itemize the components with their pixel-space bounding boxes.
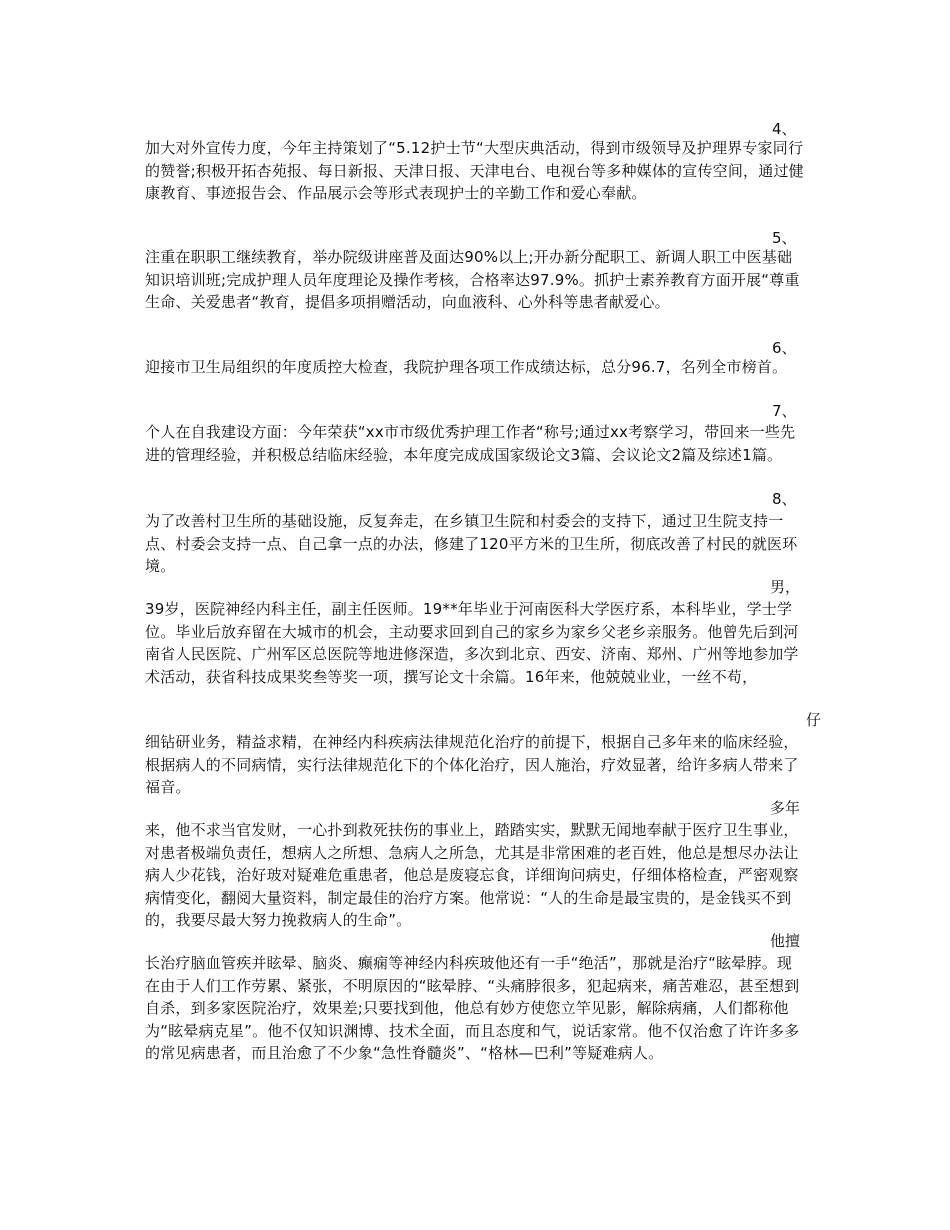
paragraph-publicity: 加大对外宣传力度，今年主持策划了“5.12护士节“大型庆典活动，得到市级领导及护理界专家同行的赞誉;积极开拓杏苑报、每日新报、天津日报、天津电台、电视台等多种媒体的宣传空间，通过健康教育、事迹报告会、作品展示会等形式表现护士的辛勤工作和爱心奉献。 [145,139,804,203]
section-marker-8: 8、 [772,490,797,508]
paragraph-dedication: 来，他不求当官发财，一心扑到救死扶伤的事业上，踏踏实实，默默无闻地奉献于医疗卫生事业，对患者极端负责任，想病人之所想、急病人之所急，尤其是非常困难的老百姓，他总是想尽办法让病人少花钱，治好玻对疑难危重患者，他总是废寝忘食，详细询问病史，仔细体格检查，严密观察病情变化，翻阅大量资料，制定最佳的治疗方案。他常说：“人的生命是最宝贵的，是金钱买不到的，我要尽最大努力挽救病人的生命”。 [145,821,799,930]
section-marker-4: 4、 [772,120,797,138]
section-marker-zi: 仔 [806,711,822,729]
section-marker-7: 7、 [772,402,797,420]
paragraph-research-work: 细钻研业务，精益求精，在神经内科疾病法律规范化治疗的前提下，根据自己多年来的临床经验，根据病人的不同病情，实行法律规范化下的个体化治疗，因人施治，疗效显著，给许多病人带来了福音。 [145,733,799,797]
paragraph-clinic-construction: 为了改善村卫生所的基础设施，反复奔走，在乡镇卫生院和村委会的支持下，通过卫生院支持一点、村委会支持一点、自己拿一点的办法，修建了120平方米的卫生所，彻底改善了村民的就医环境。 [145,512,798,576]
paragraph-self-development: 个人在自我建设方面：今年荣获“xx市市级优秀护理工作者“称号;通过xx考察学习，带回来一些先进的管理经验，并积极总结临床经验，本年度完成成国家级论文3篇、会议论文2篇及综述1篇。 [145,423,796,464]
paragraph-quality-inspection: 迎接市卫生局组织的年度质控大检查，我院护理各项工作成绩达标，总分96.7，名列全市榜首。 [145,358,788,376]
paragraph-specialty: 长治疗脑血管疾并眩晕、脑炎、癫痫等神经内科疾玻他还有一手“绝活”，那就是治疗“眩晕脖。现在由于人们工作劳累、紧张，不明原因的“眩晕脖、“头痛脖很多，犯起病来，痛苦难忍，甚至想到自杀，到多家医院治疗，效果差;只要找到他，他总有妙方使您立竿见影，解除病痛，人们都称他为“眩晕病克星”。他不仅知识渊博、技术全面，而且态度和气，说话家常。他不仅治愈了许许多多的常见病患者，而且治愈了不少象“急性脊髓炎”、“格林—巴利”等疑难病人。 [145,954,800,1063]
section-marker-male: 男， [770,578,801,596]
section-marker-tashan: 他擅 [770,932,801,950]
paragraph-continuing-education: 注重在职职工继续教育，举办院级讲座普及面达90%以上;开办新分配职工、新调人职工中医基础知识培训班;完成护理人员年度理论及操作考核，合格率达97.9%。抓护士素养教育方面开展“尊重生命、关爱患者“教育，提倡多项捐赠活动，向血液科、心外科等患者献爱心。 [145,248,800,312]
section-marker-6: 6、 [772,339,797,357]
section-marker-5: 5、 [772,229,797,247]
section-marker-duonian: 多年 [770,799,801,817]
paragraph-doctor-profile: 39岁，医院神经内科主任，副主任医师。19**年毕业于河南医科大学医疗系，本科毕业，学士学位。毕业后放弃留在大城市的机会，主动要求回到自己的家乡为家乡父老乡亲服务。他曾先后到河南省人民医院、广州军区总医院等地进修深造，多次到北京、西安、济南、郑州、广州等地参加学术活动，获省科技成果奖叁等奖一项，撰写论文十余篇。16年来，他兢兢业业，一丝不苟， [145,600,799,686]
